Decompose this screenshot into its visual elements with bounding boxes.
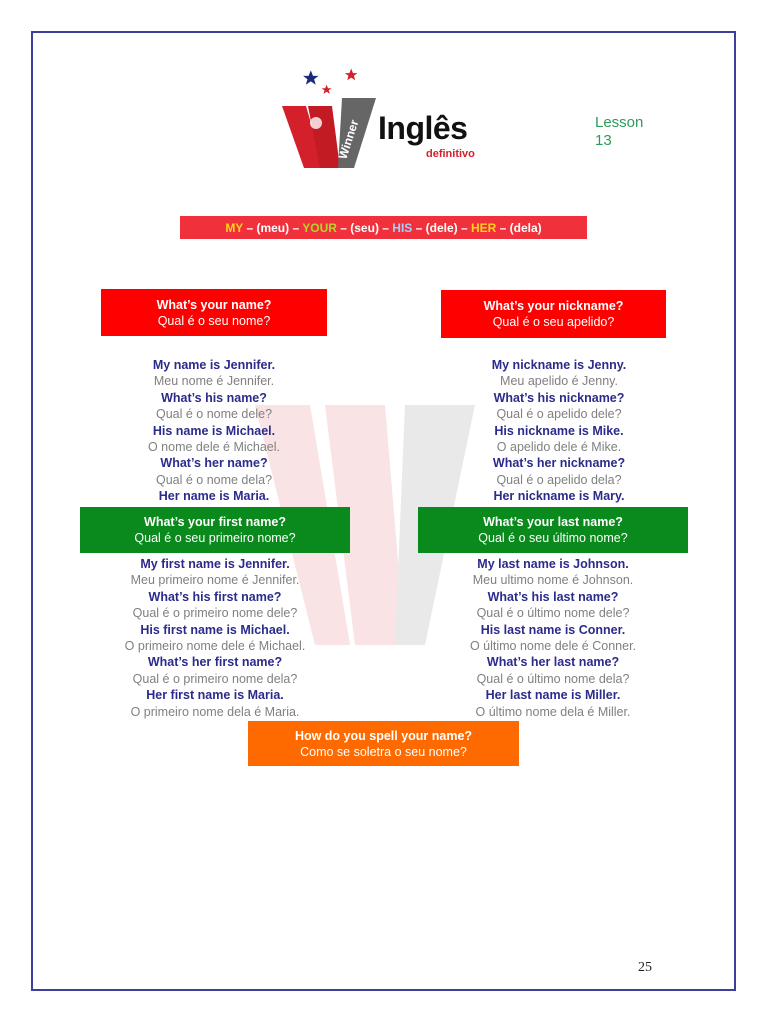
portuguese-translation: O último nome dele é Conner. bbox=[469, 639, 637, 654]
pronoun-your-pt: – (seu) – bbox=[336, 221, 393, 235]
portuguese-translation: Qual é o primeiro nome dela? bbox=[132, 671, 298, 686]
name-question: What’s your name? bbox=[156, 297, 272, 312]
portuguese-translation: O primeiro nome dela é Maria. bbox=[130, 704, 300, 719]
english-sentence: What’s her first name? bbox=[147, 655, 283, 670]
portuguese-translation: O apelido dele é Mike. bbox=[496, 440, 622, 455]
english-sentence: What’s his first name? bbox=[148, 589, 282, 604]
english-sentence: Her name is Maria. bbox=[158, 489, 270, 504]
pronoun-my-pt: – (meu) – bbox=[243, 221, 303, 235]
english-sentence: Her nickname is Mary. bbox=[493, 489, 625, 504]
first-name-question-pt: Qual é o seu primeiro nome? bbox=[134, 531, 296, 545]
english-sentence: His nickname is Mike. bbox=[494, 423, 624, 438]
logo-badge-text: Winner bbox=[335, 118, 362, 161]
pronoun-his: HIS bbox=[392, 221, 413, 235]
pronoun-her: HER bbox=[470, 221, 497, 235]
english-sentence: His name is Michael. bbox=[152, 423, 276, 438]
first-name-question-box bbox=[80, 507, 350, 553]
english-sentence: My nickname is Jenny. bbox=[491, 358, 627, 372]
portuguese-translation: Qual é o primeiro nome dele? bbox=[132, 606, 298, 621]
pronoun-bar bbox=[180, 216, 587, 239]
portuguese-translation: Qual é o último nome dela? bbox=[476, 671, 630, 686]
last-name-question-pt: Qual é o seu último nome? bbox=[478, 531, 628, 545]
portuguese-translation: Qual é o nome dela? bbox=[155, 472, 273, 487]
page-number: 25 bbox=[638, 960, 652, 975]
last-name-question: What’s your last name? bbox=[483, 515, 623, 529]
pronoun-her-pt: – (dela) bbox=[496, 221, 542, 235]
portuguese-translation: Meu nome é Jennifer. bbox=[153, 374, 275, 389]
first-name-list bbox=[90, 556, 340, 720]
english-sentence: What’s her nickname? bbox=[492, 456, 626, 471]
portuguese-translation: Qual é o último nome dele? bbox=[476, 606, 630, 621]
nickname-list bbox=[441, 357, 677, 505]
first-name-question: What’s your first name? bbox=[144, 515, 286, 529]
portuguese-translation: Meu apelido é Jenny. bbox=[500, 374, 618, 389]
english-sentence: Her first name is Maria. bbox=[146, 688, 284, 703]
name-question-pt: Qual é o seu nome? bbox=[157, 313, 271, 328]
portuguese-translation: O primeiro nome dele é Michael. bbox=[124, 639, 306, 654]
english-sentence: My name is Jennifer. bbox=[152, 358, 276, 372]
portuguese-translation: O último nome dela é Miller. bbox=[475, 704, 631, 719]
english-sentence: My last name is Johnson. bbox=[477, 557, 629, 571]
portuguese-translation: Meu primeiro nome é Jennifer. bbox=[130, 573, 300, 588]
spell-question-pt: Como se soletra o seu nome? bbox=[300, 744, 467, 759]
logo-subtitle: definitivo bbox=[426, 148, 475, 160]
english-sentence: What’s his last name? bbox=[487, 589, 619, 604]
last-name-question-box bbox=[418, 507, 688, 553]
spell-question: How do you spell your name? bbox=[294, 728, 473, 743]
nickname-question-pt: Qual é o seu apelido? bbox=[492, 315, 615, 329]
portuguese-translation: Qual é o nome dele? bbox=[155, 407, 273, 422]
lesson-label: Lesson 13 bbox=[595, 114, 644, 149]
english-sentence: What’s her last name? bbox=[486, 655, 620, 670]
spell-question-box bbox=[248, 721, 519, 766]
pronoun-your: YOUR bbox=[302, 221, 337, 235]
pronoun-his-pt: – (dele) – bbox=[412, 221, 471, 235]
english-sentence: His last name is Conner. bbox=[480, 622, 626, 637]
english-sentence: What’s her name? bbox=[160, 456, 268, 471]
logo-title: Inglês bbox=[378, 110, 468, 146]
nickname-question-box bbox=[441, 290, 666, 338]
english-sentence: Her last name is Miller. bbox=[485, 688, 621, 703]
name-list bbox=[101, 357, 327, 505]
portuguese-translation: Qual é o apelido dele? bbox=[496, 407, 622, 422]
portuguese-translation: O nome dele é Michael. bbox=[147, 440, 280, 455]
english-sentence: His first name is Michael. bbox=[140, 622, 290, 637]
nickname-question: What’s your nickname? bbox=[483, 299, 624, 313]
english-sentence: My first name is Jennifer. bbox=[140, 557, 290, 571]
portuguese-translation: Qual é o apelido dela? bbox=[496, 472, 622, 487]
last-name-list bbox=[428, 556, 678, 720]
portuguese-translation: Meu ultimo nome é Johnson. bbox=[472, 573, 634, 588]
pronoun-my: MY bbox=[225, 221, 244, 235]
english-sentence: What’s his nickname? bbox=[493, 390, 625, 405]
name-question-box bbox=[101, 289, 327, 336]
english-sentence: What’s his name? bbox=[161, 390, 267, 405]
